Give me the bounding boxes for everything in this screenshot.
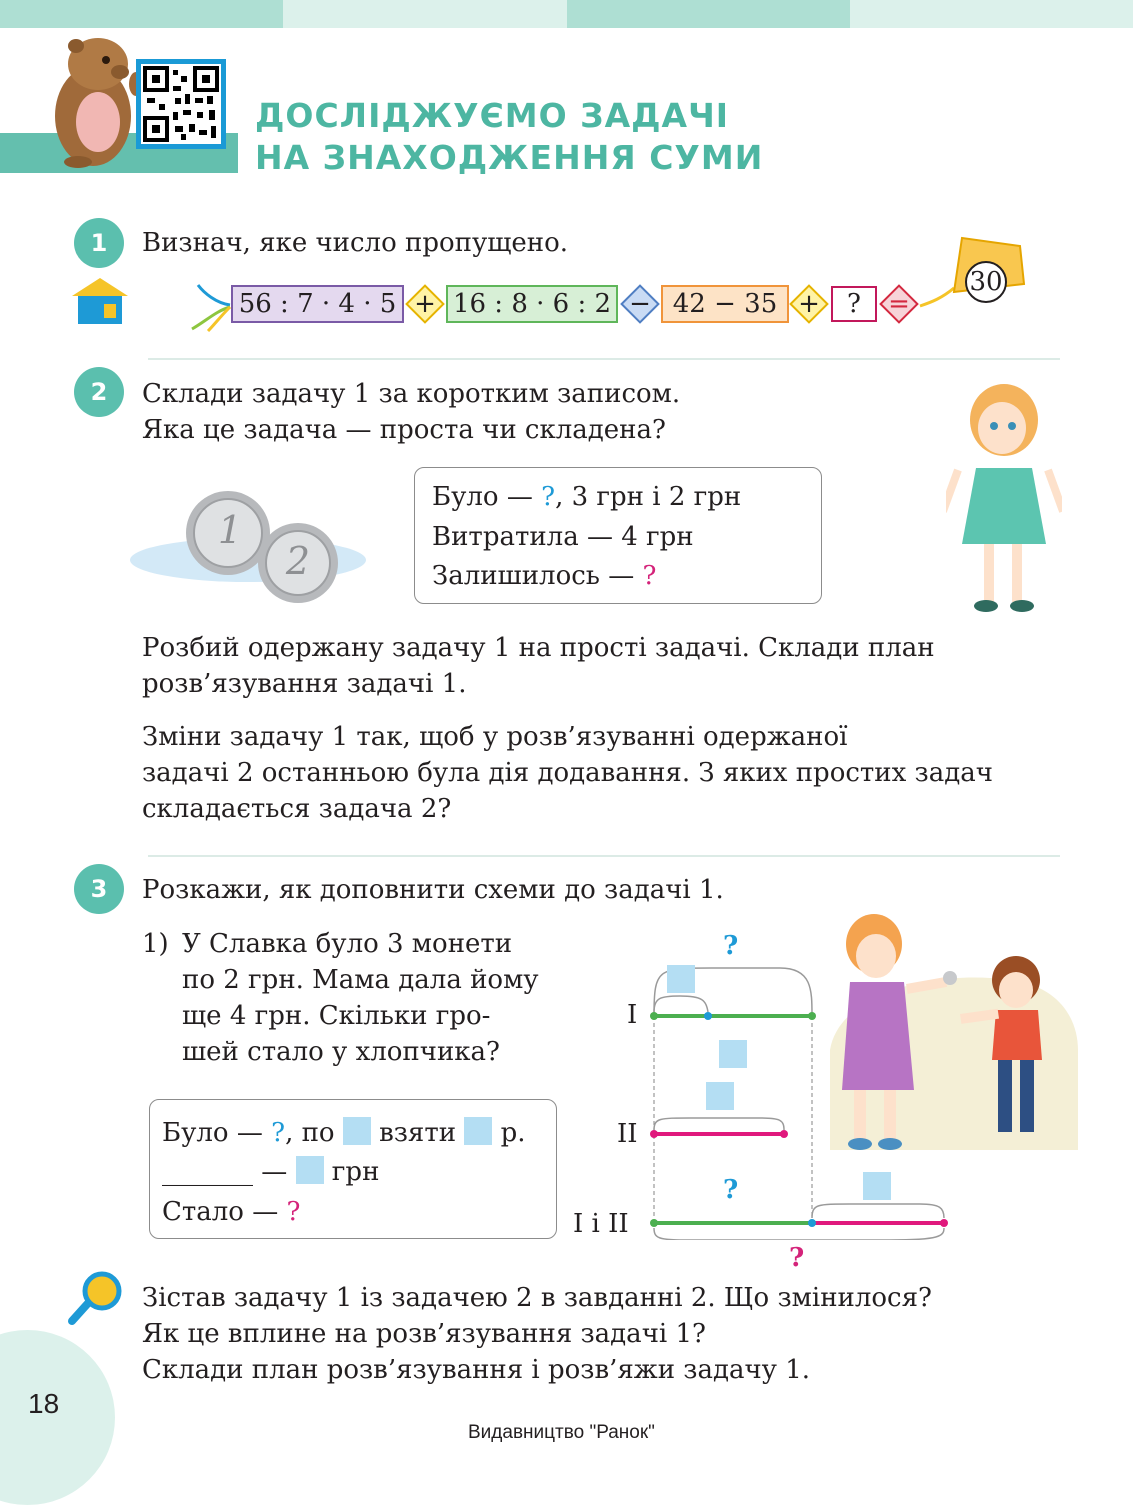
page-title [255, 95, 763, 179]
task-2-paragraph-2-line-1: Зміни задачу 1 так, щоб у розв’язуванні одержаної [142, 722, 848, 752]
task-3-sub-label: 1) [142, 929, 169, 959]
girl-illustration [946, 376, 1062, 616]
pink-question-mark: ? [642, 561, 657, 591]
record-row-3: Залишилось — ? [432, 561, 657, 591]
record-3-row-2: _______ — грн [162, 1157, 380, 1187]
task-2-number: 2 [74, 367, 124, 417]
answer-square[interactable] [343, 1117, 371, 1145]
task-2-paragraph-2-line-3: складається задача 2? [142, 794, 452, 824]
qr-code[interactable] [136, 59, 226, 149]
chain-op-equals: = [879, 284, 919, 324]
task-2-paragraph-2-line-2: задачі 2 останньою була дія додавання. З яких простих задач [142, 758, 993, 788]
chain-missing-number: ? [831, 286, 877, 322]
scheme-answer-square-3[interactable] [706, 1082, 734, 1110]
qr-pattern-icon [141, 64, 221, 144]
chain-expression-2: 16 : 8 · 6 : 2 [446, 285, 618, 323]
chain-expression-3: 42 − 35 [661, 285, 789, 323]
separator-2 [148, 855, 1060, 857]
kite-value: 30 [969, 267, 1003, 297]
top-bar-segment-4 [850, 0, 1133, 28]
record-row-2: Витратила — 4 грн [432, 522, 694, 552]
mother-and-boy-illustration [820, 910, 1082, 1155]
publisher: Видавництво "Ранок" [468, 1422, 655, 1443]
chain-expression-1: 56 : 7 · 4 · 5 [231, 285, 404, 323]
page-title-line-1: ДОСЛІДЖУЄМО ЗАДАЧІ [255, 96, 730, 135]
explore-line-3: Склади план розв’язування і розв’яжи задачу 1. [142, 1355, 811, 1385]
task-3-problem-line-2: по 2 грн. Мама дала йому [182, 965, 539, 995]
scheme-label-ii: II [617, 1119, 638, 1149]
scheme-question-middle: ? [723, 1175, 739, 1205]
house-icon [70, 276, 130, 326]
page-title-line-2: НА ЗНАХОДЖЕННЯ СУМИ [255, 138, 764, 177]
task-1-number: 1 [74, 218, 124, 268]
task-2-paragraph-1-line-1: Розбий одержану задачу 1 на прості задачі. Склади план [142, 633, 935, 663]
task-3-problem-line-1: У Славка було 3 монети [182, 929, 513, 959]
top-bar-segment-1 [0, 0, 283, 28]
coin-2-label: 2 [285, 539, 311, 583]
task-3-instruction: Розкажи, як доповнити схеми до задачі 1. [142, 875, 724, 905]
magnifier-icon [66, 1271, 126, 1327]
answer-square[interactable] [296, 1156, 324, 1184]
scheme-answer-square-2[interactable] [719, 1040, 747, 1068]
explore-line-2: Як це вплине на розв’язування задачі 1? [142, 1319, 706, 1349]
scheme-answer-square-1[interactable] [667, 965, 695, 993]
scheme-label-i-and-ii: I і II [573, 1209, 629, 1239]
task-1-instruction: Визнач, яке число пропущено. [142, 228, 569, 258]
top-bar-segment-3 [567, 0, 850, 28]
separator-1 [148, 358, 1060, 360]
blue-question-mark: ? [271, 1118, 286, 1148]
chain-op-plus-1: + [405, 284, 445, 324]
blue-question-mark: ? [541, 482, 556, 512]
scheme-label-i: I [627, 1000, 638, 1030]
coins-illustration [128, 488, 380, 606]
record-3-row-3: Стало — ? [162, 1197, 301, 1227]
top-bar-segment-2 [283, 0, 567, 28]
task-2-paragraph-1-line-2: розв’язування задачі 1. [142, 669, 467, 699]
scheme-answer-square-4[interactable] [863, 1172, 891, 1200]
coin-1-label: 1 [217, 508, 243, 552]
record-row-1: Було — ?, 3 грн і 2 грн [432, 482, 742, 512]
capybara-mascot-illustration [48, 34, 148, 169]
pink-question-mark: ? [286, 1197, 301, 1227]
record-3-row-1: Було — ?, по взяти р. [162, 1118, 526, 1148]
answer-square[interactable] [464, 1117, 492, 1145]
ribbon-icon [186, 283, 232, 333]
task-2-line-2: Яка це задача — проста чи складена? [142, 415, 666, 445]
explore-line-1: Зістав задачу 1 із задачею 2 в завданні 2. Що змінилося? [142, 1283, 932, 1313]
page-number: 18 [28, 1388, 60, 1419]
chain-op-minus: − [620, 284, 660, 324]
scheme-question-top: ? [723, 931, 739, 961]
chain-op-plus-2: + [789, 284, 829, 324]
task-3-number: 3 [74, 864, 124, 914]
task-2-line-1: Склади задачу 1 за коротким записом. [142, 379, 681, 409]
blank-line[interactable]: _______ [162, 1157, 253, 1187]
scheme-question-bottom: ? [789, 1243, 805, 1273]
task-3-problem-line-3: ще 4 грн. Скільки гро- [182, 1001, 491, 1031]
task-3-problem-line-4: шей стало у хлопчика? [182, 1037, 500, 1067]
